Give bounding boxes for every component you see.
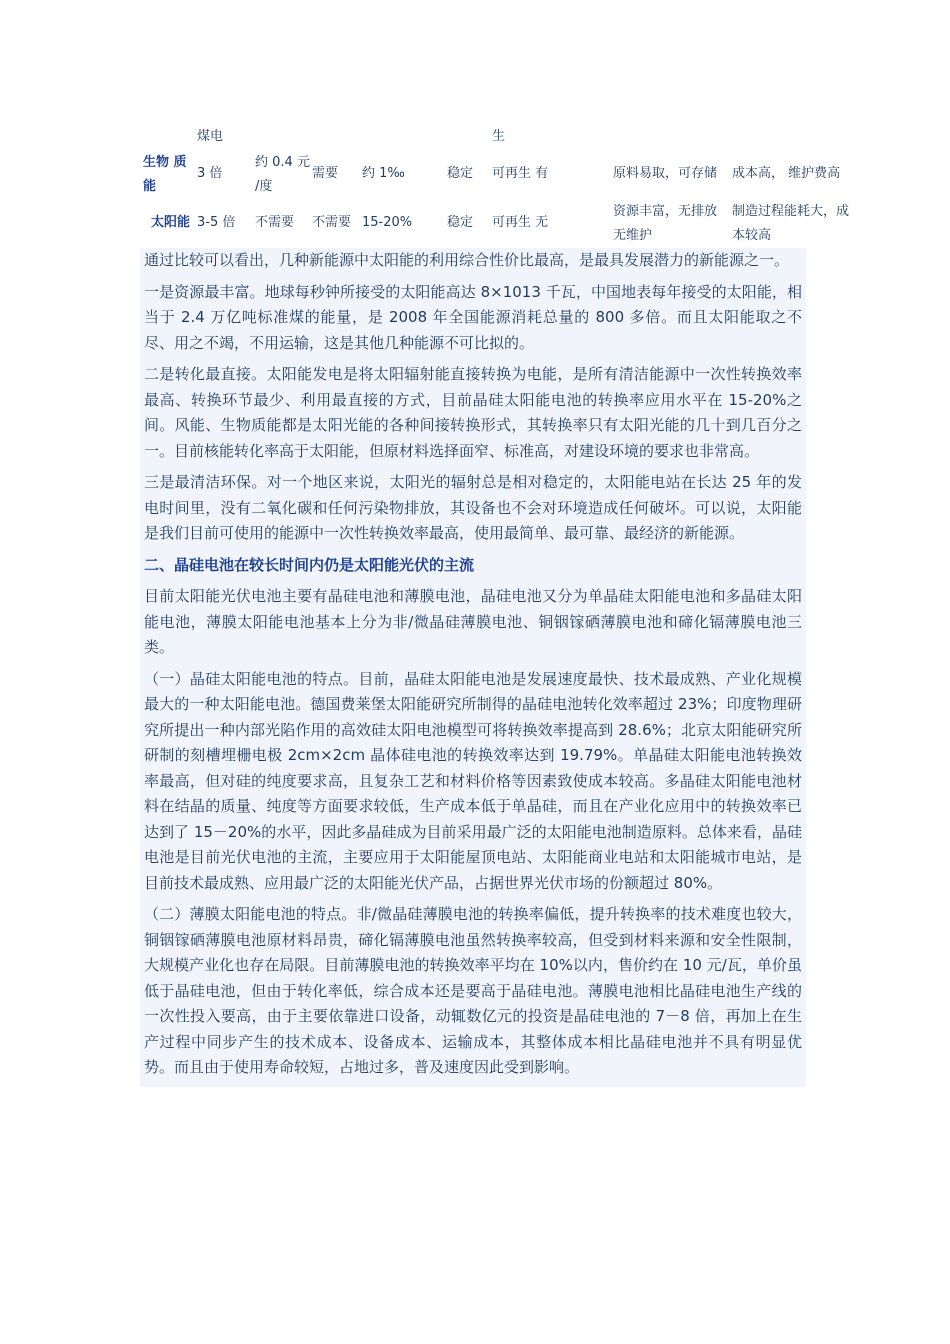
price: 不需要 [255, 215, 295, 230]
stability: 稳定 [447, 215, 474, 230]
table-fragment: 煤电 [197, 129, 224, 144]
disadvantage: 成本高， 维护费高 [732, 166, 841, 181]
renewable: 可再生 有 [492, 166, 549, 181]
advantage: 原料易取，可存储 [613, 166, 718, 181]
fuel: 不需要 [312, 215, 352, 230]
efficiency: 约 1‰ [362, 166, 405, 181]
article-body [140, 248, 806, 1087]
price: 约 0.4 元 [255, 155, 310, 170]
paragraph: 三是最清洁环保。对一个地区来说，太阳光的辐射总是相对稳定的，太阳能电站在长达 25 年的发电时间里，没有二氧化碳和任何污染物排放，其设备也不会对环境造成任何破坏。可以说，太阳能是我们目前可使用的能源中一次性转换效率最高，使用最简单、最可靠、最经济的新能源。 [144, 473, 802, 542]
stability: 稳定 [447, 166, 474, 181]
advantage: 资源丰富，无排放 [613, 204, 718, 219]
paragraph: （一）晶硅太阳能电池的特点。目前，晶硅太阳能电池是发展速度最快、技术最成熟、产业化规模最大的一种太阳能电池。德国费莱堡太阳能研究所制得的晶硅电池转化效率超过 23%；印度物理研究所提出一种内部光陷作用的高效硅太阳电池模型可将转换效率提高到 28.6%；北京太阳能研究所研制的刻槽埋栅电极 2cm×2cm 晶体硅电池的转换效率达到 19.79%。单晶硅太阳能电池转换效率最高，但对硅的纯度要求高，且复杂工艺和材料价格等因素致使成本较高。多晶硅太阳能电池材料在结晶的质量、纯度等方面要求较低，生产成本低于单晶硅，而且在产业化应用中的转换效率已达到了 15－20%的水平，因此多晶硅成为目前采用最广泛的太阳能电池制造原料。总体来看，晶硅电池是目前光伏电池的主流，主要应用于太阳能屋顶电站、太阳能商业电站和太阳能城市电站，是目前技术最成熟、应用最广泛的太阳能光伏产品，占据世界光伏市场的份额超过 80%。 [144, 669, 802, 892]
comparison-table [0, 0, 950, 250]
disadvantage: 制造过程能耗大，成 [732, 204, 850, 219]
paragraph: （二）薄膜太阳能电池的特点。非/微晶硅薄膜电池的转换率偏低，提升转换率的技术难度也较大，铜铟镓硒薄膜电池原材料昂贵，碲化镉薄膜电池虽然转换率较高，但受到材料来源和安全性限制，大规模产业化也存在局限。目前薄膜电池的转换效率平均在 10%以内，售价约在 10 元/瓦，单价虽低于晶硅电池，但由于转化率低，综合成本还是要高于晶硅电池。薄膜电池相比晶硅电池生产线的一次性投入要高，由于主要依靠进口设备，动辄数亿元的投资是晶硅电池的 7－8 倍，再加上在生产过程中同步产生的技术成本、设备成本、运输成本，其整体成本相比晶硅电池并不具有明显优势。而且由于使用寿命较短，占地过多，普及速度因此受到影响。 [144, 905, 802, 1076]
section-heading: 二、晶硅电池在较长时间内仍是太阳能光伏的主流 [144, 555, 475, 574]
cost-ratio: 3-5 倍 [197, 215, 236, 230]
table-fragment: 生 [492, 129, 506, 144]
advantage: 无维护 [613, 228, 653, 243]
paragraph: 通过比较可以看出，几种新能源中太阳能的利用综合性价比最高，是最具发展潜力的新能源之一。 [144, 251, 790, 269]
cost-ratio: 3 倍 [197, 166, 223, 181]
row-name: 生物 质 [143, 155, 187, 170]
renewable: 可再生 无 [492, 215, 549, 230]
price: /度 [255, 179, 273, 194]
efficiency: 15-20% [362, 215, 413, 230]
paragraph: 目前太阳能光伏电池主要有晶硅电池和薄膜电池，晶硅电池又分为单晶硅太阳能电池和多晶硅太阳能电池，薄膜太阳能电池基本上分为非/微晶硅薄膜电池、铜铟镓硒薄膜电池和碲化镉薄膜电池三类。 [144, 587, 802, 656]
fuel: 需要 [312, 166, 339, 181]
paragraph: 一是资源最丰富。地球每秒钟所接受的太阳能高达 8×1013 千瓦，中国地表每年接受的太阳能，相当于 2.4 万亿吨标准煤的能量，是 2008 年全国能源消耗总量的 800 多倍。而且太阳能取之不尽、用之不竭，不用运输，这是其他几种能源不可比拟的。 [144, 282, 802, 352]
row-name: 能 [143, 179, 157, 194]
row-name: 太阳能 [151, 215, 191, 230]
disadvantage: 本较高 [732, 228, 772, 243]
paragraph: 二是转化最直接。太阳能发电是将太阳辐射能直接转换为电能，是所有清洁能源中一次性转换效率最高、转换环节最少、利用最直接的方式，目前晶硅太阳能电池的转换率应用水平在 15-20%之间。风能、生物质能都是太阳光能的各种间接转换形式，其转换率只有太阳光能的几十到几百分之一。目前核能转化率高于太阳能，但原材料选择面窄、标准高，对建设环境的要求也非常高。 [144, 365, 802, 460]
